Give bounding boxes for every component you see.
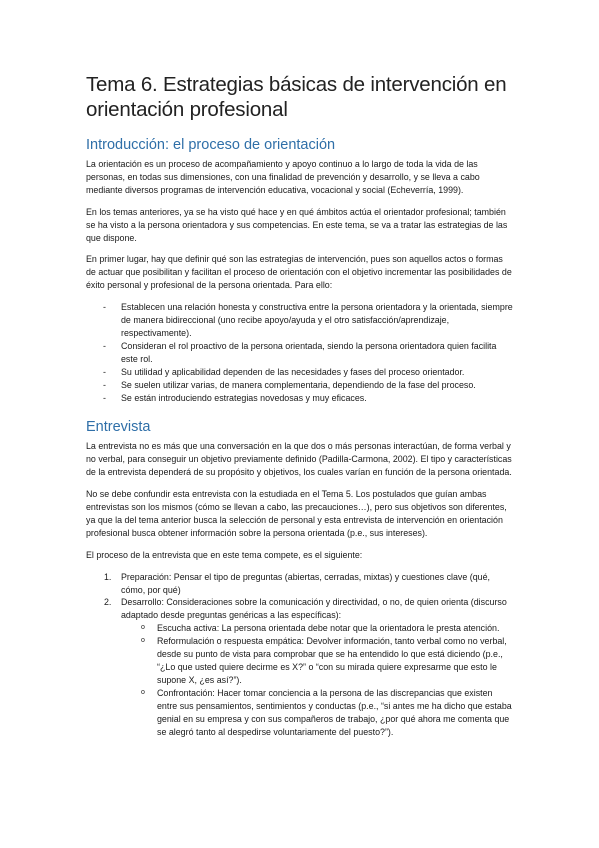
section-heading-entrevista: Entrevista: [86, 419, 151, 436]
dash-marker: -: [103, 379, 106, 390]
list-item: o Escucha activa: La persona orientada debe notar que la orientadora le presta atención.: [141, 623, 500, 634]
strategy-bullet-list: [86, 301, 513, 404]
intro-paragraph-1: La orientación es un proceso de acompañamiento y apoyo continuo a lo largo de toda la vida de las personas, en todas sus dimensiones, con una finalidad de prevención y desarrollo, y se lleva a cabo mediante diversos programas de intervención educativa, vocacional y social (Echeverría, 1999).: [86, 159, 480, 195]
list-item: - Su utilidad y aplicabilidad dependen de las necesidades y fases del proceso orientador.: [103, 366, 465, 377]
list-item: - Consideran el rol proactivo de la persona orientada, siendo la persona orientadora quien facilita este rol.: [103, 340, 497, 364]
intro-paragraph-2: En los temas anteriores, ya se ha visto qué hace y en qué ámbitos actúa el orientador profesional; también se ha visto a la persona orientadora y sus competencias. En este tema, se va a tratar las estrategias de las que dispone.: [86, 206, 508, 243]
dash-marker: -: [103, 392, 106, 403]
entrevista-paragraph-3: El proceso de la entrevista que en este tema compete, es el siguiente:: [86, 549, 363, 560]
dash-marker: -: [103, 340, 106, 351]
list-item: 1. Preparación: Pensar el tipo de preguntas (abiertas, cerradas, mixtas) y cuestiones clave (qué, cómo, por qué): [104, 571, 490, 595]
process-step-list: [86, 571, 513, 739]
entrevista-paragraph-2: No se debe confundir esta entrevista con la estudiada en el Tema 5. Los postulados que guían ambas entrevistas son los mismos (cómo se llevan a cabo, las precauciones…), pero sus objetivos son diferentes, ya que la del tema anterior busca la selección de personal y esta entrevista de intervención en orientación profesional busca obtener información sobre la persona orientada (p.e., sus intereses).: [86, 489, 507, 538]
document-title: Tema 6. Estrategias básicas de intervención en orientación profesional: [86, 73, 507, 121]
circle-marker: o: [141, 637, 145, 645]
substep-list: [121, 622, 513, 738]
circle-marker: o: [141, 624, 145, 632]
step-number: 2.: [104, 597, 112, 608]
list-item: o Confrontación: Hacer tomar conciencia a la persona de las discrepancias que existen entre sus pensamientos, sentimientos y conductas (p.e., “si antes me ha dicho que estaba genial en su empresa y con sus compañeros de trabajo, ¿por qué ahora me comenta que se alegró tanto al despedirse voluntariamente del puesto?”).: [141, 687, 512, 737]
intro-paragraph-3: En primer lugar, hay que definir qué son las estrategias de intervención, pues son aquellos actos o formas de actuar que posibilitan y facilitan el proceso de orientación con el objetivo incrementar las posibilidades de éxito personal y profesional de la persona orientada. Para ello:: [86, 254, 512, 291]
list-item: o Reformulación o respuesta empática: Devolver información, tanto verbal como no verbal, desde su punto de vista para comprobar que se ha entendido lo que está diciendo (p.e., “¿Lo que usted quiere decirme es X?” o “con su mirada quiere expresarme que esto le supone X, ¿es así?”).: [141, 636, 507, 685]
dash-marker: -: [103, 366, 106, 377]
list-item: - Establecen una relación honesta y constructiva entre la persona orientadora y la orientada, siempre de manera bidireccional (uno recibe apoyo/ayuda y el otro satisfacción/aprendizaje, respectivamente).: [103, 302, 513, 338]
dash-marker: -: [103, 302, 106, 313]
list-item: - Se están introduciendo estrategias novedosas y muy eficaces.: [103, 392, 367, 403]
step-number: 1.: [104, 571, 112, 582]
circle-marker: o: [141, 688, 145, 696]
list-item: - Se suelen utilizar varias, de manera complementaria, dependiendo de la fase del proceso.: [103, 379, 476, 390]
entrevista-paragraph-1: La entrevista no es más que una conversación en la que dos o más personas interactúan, de forma verbal y no verbal, para conseguir un objetivo previamente definido (Padilla-Carmona, 2002). El tipo y características de la entrevista dependerá de su propósito y objetivos, los cuales varían en función de la persona orientada.: [86, 441, 512, 478]
section-heading-intro: Introducción: el proceso de orientación: [86, 137, 336, 153]
list-item: 2. Desarrollo: Consideraciones sobre la comunicación y directividad, o no, de quien orienta (discurso adaptado desde preguntas genéricas a las específicas): o Escucha activa: La persona orientada debe notar que la orientadora le presta atención. o Reformulación o respuesta empática: Devolver información, tanto verbal como no verbal, desde su punto de vista para comprobar que se ha entendido lo que está diciendo (p.e., “¿Lo que usted quiere decirme es X?” o “con su mirada quiere expresarme que esto le supone X, ¿es así?”). o Confrontación: Hacer tomar conciencia a la persona de las discrepancias que existen entre sus pensamientos, sentimientos y conductas (p.e., “si antes me ha dicho que estaba genial en su empresa y con sus compañeros de trabajo, ¿por qué ahora me comenta que se alegró tanto al despedirse voluntariamente del puesto?”).: [104, 597, 512, 737]
